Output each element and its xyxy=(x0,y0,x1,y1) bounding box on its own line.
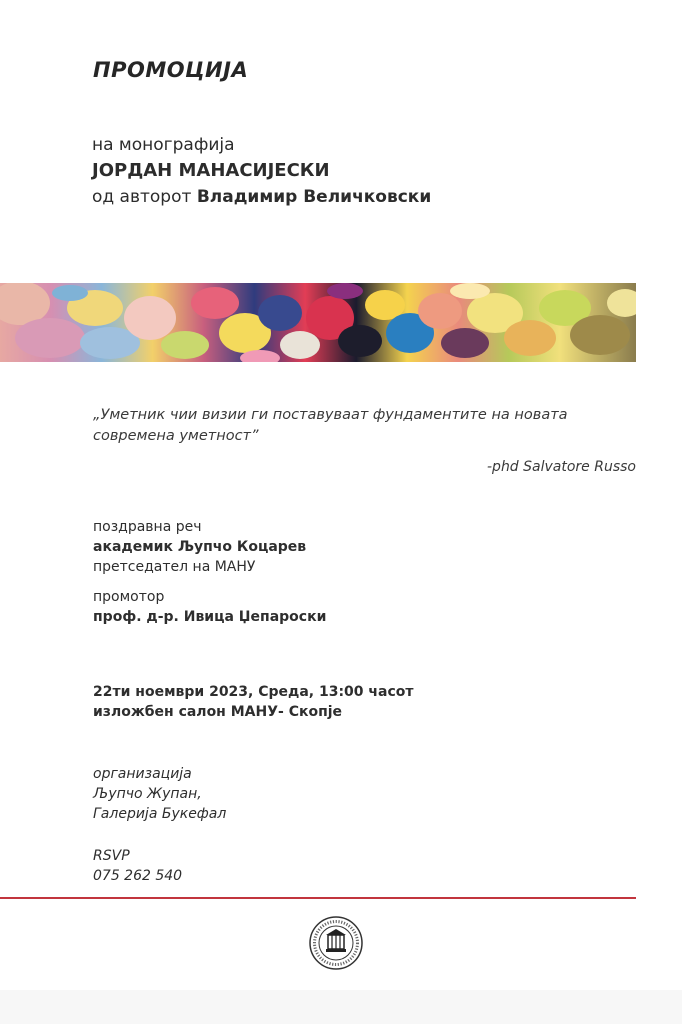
organization-line-1: Љупчо Жупан, xyxy=(93,786,202,802)
author-prefix: од авторот xyxy=(92,187,192,207)
event-datetime: 22ти ноември 2023, Среда, 13:00 часот xyxy=(93,684,414,700)
rsvp-section xyxy=(93,846,182,886)
organization-label: организација xyxy=(93,766,192,782)
page-title: ПРОМОЦИЈА xyxy=(93,58,249,82)
academy-seal-logo xyxy=(308,915,364,971)
author-line xyxy=(92,184,431,210)
promoter-label: промотор xyxy=(93,589,165,605)
event-section xyxy=(93,682,414,722)
seal-icon xyxy=(308,915,364,971)
event-venue: изложбен салон МАНУ- Скопје xyxy=(93,704,343,720)
greeting-label: поздравна реч xyxy=(93,519,202,535)
promoter-section xyxy=(93,587,326,627)
quote-text: „Уметник чии визии ги поставуваат фундаментите на новата современа уметност” xyxy=(93,407,568,444)
greeting-name: академик Љупчо Коцарев xyxy=(93,539,307,555)
organization-line-2: Галерија Букефал xyxy=(93,806,227,822)
author-name: Владимир Величковски xyxy=(196,187,432,207)
quote-attribution: -phd Salvatore Russo xyxy=(487,459,636,475)
rsvp-label: RSVP xyxy=(93,848,130,864)
monograph-intro xyxy=(92,132,431,210)
divider-rule xyxy=(0,897,636,899)
monograph-subject: ЈОРДАН МАНАСИЈЕСКИ xyxy=(92,160,330,181)
bottom-strip xyxy=(0,990,682,1024)
rsvp-phone: 075 262 540 xyxy=(93,868,183,884)
greeting-role: претседател на МАНУ xyxy=(93,559,256,575)
greeting-section xyxy=(93,517,306,577)
promoter-name: проф. д-р. Ивица Џепароски xyxy=(93,609,327,625)
intro-line: на монографија xyxy=(92,135,235,155)
organization-section xyxy=(93,764,226,824)
painting-image xyxy=(0,283,636,362)
painting-banner xyxy=(0,283,636,362)
